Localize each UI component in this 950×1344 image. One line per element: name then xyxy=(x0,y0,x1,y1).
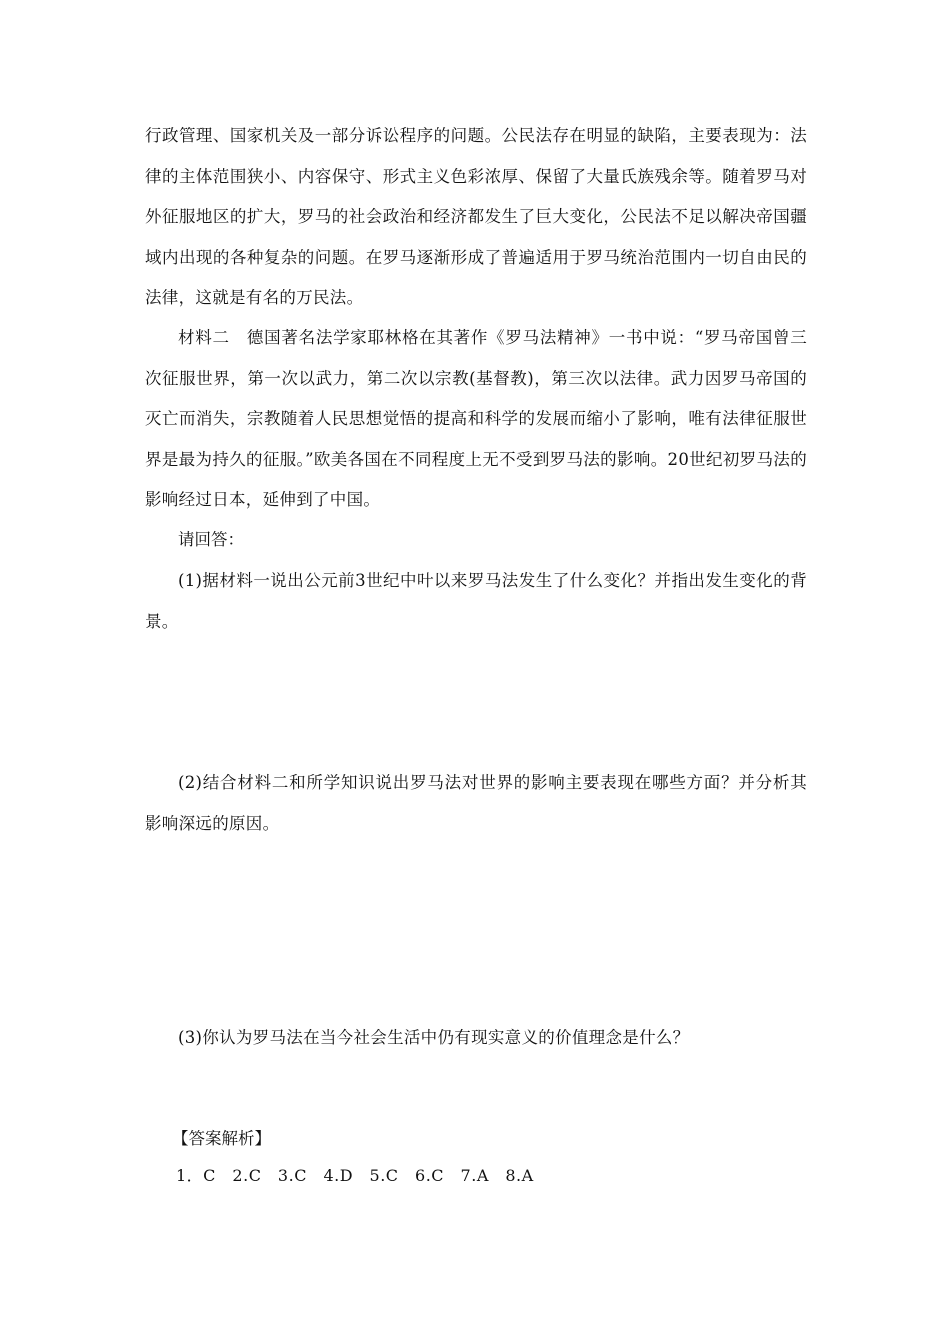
question-2: (2)结合材料二和所学知识说出罗马法对世界的影响主要表现在哪些方面？并分析其影响深远的原因。 xyxy=(145,773,807,833)
answer-section-heading: 【答案解析】 xyxy=(172,1129,271,1148)
answer-prompt: 请回答： xyxy=(178,530,244,549)
material-one-continued: 行政管理、国家机关及一部分诉讼程序的问题。公民法存在明显的缺陷，主要表现为：法律的主体范围狭小、内容保守、形式主义色彩浓厚、保留了大量氏族残余等。随着罗马对外征服地区的扩大，罗马的社会政治和经济都发生了巨大变化，公民法不足以解决帝国疆域内出现的各种复杂的问题。在罗马逐渐形成了普遍适用于罗马统治范围内一切自由民的法律，这就是有名的万民法。 xyxy=(145,126,807,307)
material-two: 材料二 德国著名法学家耶林格在其著作《罗马法精神》一书中说：“罗马帝国曾三次征服世界，第一次以武力，第二次以宗教(基督教)，第三次以法律。武力因罗马帝国的灭亡而消失，宗教随着人民思想觉悟的提高和科学的发展而缩小了影响，唯有法律征服世界是最为持久的征服。”欧美各国在不同程度上无不受到罗马法的影响。20世纪初罗马法的影响经过日本，延伸到了中国。 xyxy=(145,328,807,509)
answer-key: 1．C 2.C 3.C 4.D 5.C 6.C 7.A 8.A xyxy=(176,1166,534,1185)
question-3: (3)你认为罗马法在当今社会生活中仍有现实意义的价值理念是什么？ xyxy=(178,1028,690,1047)
question-1: (1)据材料一说出公元前3世纪中叶以来罗马法发生了什么变化？并指出发生变化的背景。 xyxy=(145,571,807,631)
